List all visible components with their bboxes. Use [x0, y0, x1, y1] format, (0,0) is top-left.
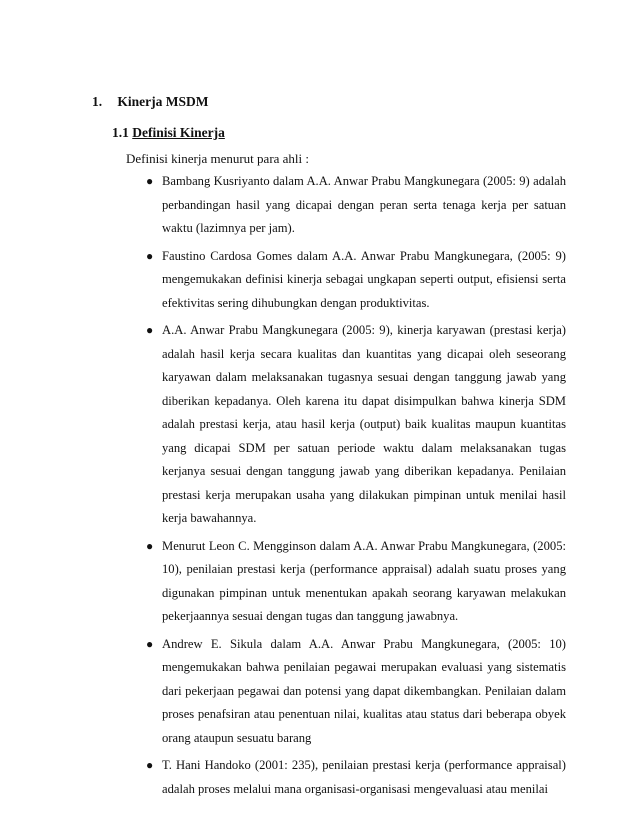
list-item-text: T. Hani Handoko (2001: 235), penilaian prestasi kerja (performance appraisal) adalah proses melalui mana organisasi-organisasi mengevaluasi atau menilai: [162, 758, 566, 796]
list-item: [148, 754, 566, 801]
list-item-text: Andrew E. Sikula dalam A.A. Anwar Prabu Mangkunegara, (2005: 10) mengemukakan bahwa penilaian pegawai merupakan evaluasi yang sistematis dari pekerjaan pegawai dan potensi yang dapat dikembangkan. Penilaian dalam proses penafsiran atau penentuan nilai, kualitas atau status dari beberapa obyek orang ataupun sesuatu barang: [162, 636, 566, 745]
subheading-definisi-kinerja: [112, 125, 225, 141]
list-item-text: Menurut Leon C. Mengginson dalam A.A. Anwar Prabu Mangkunegara, (2005: 10), penilaian prestasi kerja (performance appraisal) adalah suatu proses yang digunakan pimpinan untuk menentukan apakah seorang karyawan melakukan pekerjaannya sesuai dengan tugas dan tanggung jawabnya.: [162, 538, 566, 623]
bullet-icon: ●: [146, 248, 154, 263]
heading-title: Kinerja MSDM: [117, 94, 209, 109]
list-item: [148, 535, 566, 629]
intro-text: Definisi kinerja menurut para ahli :: [126, 151, 310, 166]
list-item-text: Bambang Kusriyanto dalam A.A. Anwar Prabu Mangkunegara (2005: 9) adalah perbandingan hasil yang dicapai dengan peran serta tenaga kerja per satuan waktu (lazimnya per jam).: [162, 174, 566, 235]
heading-kinerja-msdm: [92, 94, 208, 110]
subheading-title: Definisi Kinerja: [132, 125, 225, 140]
bullet-icon: ●: [146, 538, 154, 553]
bullet-icon: ●: [146, 323, 154, 337]
subheading-number: 1.1: [112, 125, 129, 140]
heading-number: 1.: [92, 94, 103, 109]
list-item: [148, 319, 566, 531]
list-item: [148, 170, 566, 241]
definition-list: [148, 170, 566, 805]
bullet-icon: ●: [146, 758, 154, 772]
list-item: [148, 633, 566, 751]
bullet-icon: ●: [146, 174, 154, 188]
list-item: [148, 245, 566, 316]
list-item-text: A.A. Anwar Prabu Mangkunegara (2005: 9), kinerja karyawan (prestasi kerja) adalah hasil kerja secara kualitas dan kuantitas yang dicapai oleh seseorang karyawan dalam melaksanakan tugasnya sesuai dengan tanggung jawab yang diberikan kepadanya. Oleh karena itu dapat disimpulkan bahwa kinerja SDM adalah prestasi kerja, atau hasil kerja (output) baik kualitas maupun kuantitas yang dicapai SDM per satuan periode waktu dalam melaksanakan tugas kerjanya sesuai dengan tanggung jawab yang diberikan kepadanya. Penilaian prestasi kerja merupakan usaha yang dilakukan pimpinan untuk menilai hasil kerja bawahannya.: [162, 323, 566, 525]
bullet-icon: ●: [146, 636, 154, 651]
list-item-text: Faustino Cardosa Gomes dalam A.A. Anwar Prabu Mangkunegara, (2005: 9) mengemukakan definisi kinerja sebagai ungkapan seperti output, efisiensi serta efektivitas sering dihubungkan dengan produktivitas.: [162, 248, 566, 310]
